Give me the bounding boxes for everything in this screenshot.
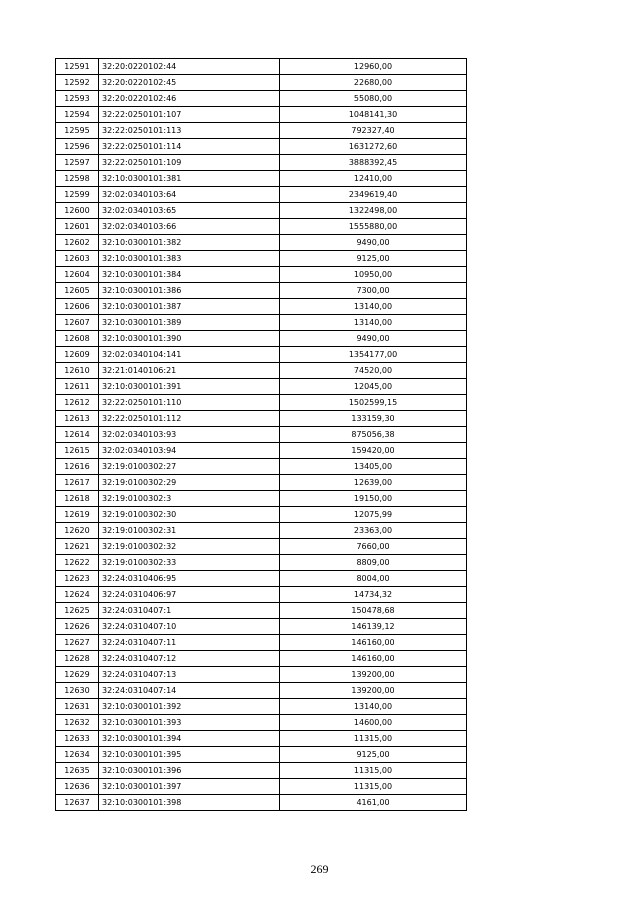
cadastral-number-cell: 32:10:0300101:387 <box>99 299 280 315</box>
table-row <box>56 347 467 363</box>
row-number-cell: 12610 <box>56 363 99 379</box>
table-row <box>56 171 467 187</box>
value-cell: 22680,00 <box>280 75 467 91</box>
cadastral-number-cell: 32:24:0310407:1 <box>99 603 280 619</box>
row-number-cell: 12612 <box>56 395 99 411</box>
cadastral-number-cell: 32:24:0310407:11 <box>99 635 280 651</box>
table-row <box>56 299 467 315</box>
cadastral-number-cell: 32:10:0300101:383 <box>99 251 280 267</box>
value-cell: 9125,00 <box>280 251 467 267</box>
table-row <box>56 91 467 107</box>
row-number-cell: 12614 <box>56 427 99 443</box>
table-row <box>56 651 467 667</box>
value-cell: 9125,00 <box>280 747 467 763</box>
row-number-cell: 12619 <box>56 507 99 523</box>
row-number-cell: 12605 <box>56 283 99 299</box>
value-cell: 13405,00 <box>280 459 467 475</box>
row-number-cell: 12624 <box>56 587 99 603</box>
cadastral-number-cell: 32:19:0100302:33 <box>99 555 280 571</box>
value-cell: 875056,38 <box>280 427 467 443</box>
cadastral-number-cell: 32:19:0100302:32 <box>99 539 280 555</box>
cadastral-number-cell: 32:24:0310407:10 <box>99 619 280 635</box>
cadastral-number-cell: 32:24:0310407:12 <box>99 651 280 667</box>
table-row <box>56 251 467 267</box>
cadastral-number-cell: 32:02:0340103:66 <box>99 219 280 235</box>
row-number-cell: 12616 <box>56 459 99 475</box>
row-number-cell: 12601 <box>56 219 99 235</box>
table-row <box>56 315 467 331</box>
table-row <box>56 779 467 795</box>
row-number-cell: 12617 <box>56 475 99 491</box>
value-cell: 139200,00 <box>280 683 467 699</box>
value-cell: 13140,00 <box>280 299 467 315</box>
table-row <box>56 267 467 283</box>
row-number-cell: 12636 <box>56 779 99 795</box>
table-row <box>56 139 467 155</box>
cadastral-number-cell: 32:24:0310407:14 <box>99 683 280 699</box>
table-row <box>56 603 467 619</box>
row-number-cell: 12607 <box>56 315 99 331</box>
value-cell: 12045,00 <box>280 379 467 395</box>
row-number-cell: 12593 <box>56 91 99 107</box>
table-row <box>56 443 467 459</box>
row-number-cell: 12594 <box>56 107 99 123</box>
cadastral-number-cell: 32:02:0340103:64 <box>99 187 280 203</box>
table-row <box>56 507 467 523</box>
table-row <box>56 747 467 763</box>
cadastral-number-cell: 32:02:0340103:93 <box>99 427 280 443</box>
row-number-cell: 12634 <box>56 747 99 763</box>
value-cell: 10950,00 <box>280 267 467 283</box>
table-row <box>56 155 467 171</box>
row-number-cell: 12621 <box>56 539 99 555</box>
cadastral-number-cell: 32:22:0250101:112 <box>99 411 280 427</box>
cadastral-number-cell: 32:19:0100302:30 <box>99 507 280 523</box>
table-row <box>56 475 467 491</box>
value-cell: 1631272,60 <box>280 139 467 155</box>
cadastral-number-cell: 32:19:0100302:31 <box>99 523 280 539</box>
cadastral-number-cell: 32:10:0300101:384 <box>99 267 280 283</box>
value-cell: 133159,30 <box>280 411 467 427</box>
value-cell: 11315,00 <box>280 763 467 779</box>
cadastral-value-table <box>55 58 467 811</box>
cadastral-number-cell: 32:20:0220102:46 <box>99 91 280 107</box>
value-cell: 4161,00 <box>280 795 467 811</box>
row-number-cell: 12626 <box>56 619 99 635</box>
table-row <box>56 107 467 123</box>
value-cell: 19150,00 <box>280 491 467 507</box>
value-cell: 146160,00 <box>280 635 467 651</box>
value-cell: 13140,00 <box>280 315 467 331</box>
value-cell: 23363,00 <box>280 523 467 539</box>
cadastral-number-cell: 32:20:0220102:44 <box>99 59 280 75</box>
table-row <box>56 395 467 411</box>
cadastral-number-cell: 32:22:0250101:114 <box>99 139 280 155</box>
row-number-cell: 12591 <box>56 59 99 75</box>
table-row <box>56 491 467 507</box>
table-row <box>56 123 467 139</box>
row-number-cell: 12609 <box>56 347 99 363</box>
cadastral-number-cell: 32:10:0300101:389 <box>99 315 280 331</box>
value-cell: 1322498,00 <box>280 203 467 219</box>
value-cell: 8809,00 <box>280 555 467 571</box>
value-cell: 11315,00 <box>280 731 467 747</box>
table-row <box>56 219 467 235</box>
cadastral-number-cell: 32:24:0310406:95 <box>99 571 280 587</box>
row-number-cell: 12603 <box>56 251 99 267</box>
table-row <box>56 363 467 379</box>
row-number-cell: 12630 <box>56 683 99 699</box>
table-row <box>56 379 467 395</box>
value-cell: 12960,00 <box>280 59 467 75</box>
table-row <box>56 203 467 219</box>
cadastral-number-cell: 32:22:0250101:109 <box>99 155 280 171</box>
value-cell: 13140,00 <box>280 699 467 715</box>
cadastral-number-cell: 32:02:0340103:65 <box>99 203 280 219</box>
table-row <box>56 427 467 443</box>
row-number-cell: 12598 <box>56 171 99 187</box>
value-cell: 2349619,40 <box>280 187 467 203</box>
value-cell: 14734,32 <box>280 587 467 603</box>
row-number-cell: 12637 <box>56 795 99 811</box>
value-cell: 1048141,30 <box>280 107 467 123</box>
cadastral-number-cell: 32:24:0310406:97 <box>99 587 280 603</box>
row-number-cell: 12597 <box>56 155 99 171</box>
row-number-cell: 12629 <box>56 667 99 683</box>
table-row <box>56 715 467 731</box>
table-row <box>56 187 467 203</box>
row-number-cell: 12618 <box>56 491 99 507</box>
table-row <box>56 587 467 603</box>
table-row <box>56 331 467 347</box>
cadastral-number-cell: 32:10:0300101:381 <box>99 171 280 187</box>
row-number-cell: 12600 <box>56 203 99 219</box>
cadastral-number-cell: 32:10:0300101:395 <box>99 747 280 763</box>
cadastral-number-cell: 32:10:0300101:392 <box>99 699 280 715</box>
row-number-cell: 12606 <box>56 299 99 315</box>
row-number-cell: 12611 <box>56 379 99 395</box>
cadastral-number-cell: 32:21:0140106:21 <box>99 363 280 379</box>
cadastral-number-cell: 32:02:0340103:94 <box>99 443 280 459</box>
value-cell: 792327,40 <box>280 123 467 139</box>
value-cell: 159420,00 <box>280 443 467 459</box>
table-row <box>56 411 467 427</box>
table-row <box>56 555 467 571</box>
table-row <box>56 635 467 651</box>
cadastral-number-cell: 32:10:0300101:390 <box>99 331 280 347</box>
row-number-cell: 12631 <box>56 699 99 715</box>
value-cell: 8004,00 <box>280 571 467 587</box>
cadastral-number-cell: 32:22:0250101:107 <box>99 107 280 123</box>
value-cell: 9490,00 <box>280 331 467 347</box>
value-cell: 146139,12 <box>280 619 467 635</box>
row-number-cell: 12613 <box>56 411 99 427</box>
row-number-cell: 12615 <box>56 443 99 459</box>
cadastral-number-cell: 32:10:0300101:393 <box>99 715 280 731</box>
table-row <box>56 283 467 299</box>
row-number-cell: 12625 <box>56 603 99 619</box>
row-number-cell: 12608 <box>56 331 99 347</box>
row-number-cell: 12622 <box>56 555 99 571</box>
value-cell: 11315,00 <box>280 779 467 795</box>
cadastral-number-cell: 32:19:0100302:3 <box>99 491 280 507</box>
row-number-cell: 12623 <box>56 571 99 587</box>
cadastral-number-cell: 32:24:0310407:13 <box>99 667 280 683</box>
row-number-cell: 12632 <box>56 715 99 731</box>
cadastral-number-cell: 32:10:0300101:394 <box>99 731 280 747</box>
value-cell: 1502599,15 <box>280 395 467 411</box>
value-cell: 146160,00 <box>280 651 467 667</box>
value-cell: 1555880,00 <box>280 219 467 235</box>
value-cell: 7300,00 <box>280 283 467 299</box>
table-row <box>56 571 467 587</box>
value-cell: 55080,00 <box>280 91 467 107</box>
value-cell: 9490,00 <box>280 235 467 251</box>
row-number-cell: 12604 <box>56 267 99 283</box>
cadastral-number-cell: 32:10:0300101:396 <box>99 763 280 779</box>
cadastral-number-cell: 32:10:0300101:382 <box>99 235 280 251</box>
table-row <box>56 763 467 779</box>
row-number-cell: 12628 <box>56 651 99 667</box>
row-number-cell: 12592 <box>56 75 99 91</box>
value-cell: 14600,00 <box>280 715 467 731</box>
row-number-cell: 12596 <box>56 139 99 155</box>
cadastral-number-cell: 32:02:0340104:141 <box>99 347 280 363</box>
table-row <box>56 731 467 747</box>
row-number-cell: 12602 <box>56 235 99 251</box>
value-cell: 7660,00 <box>280 539 467 555</box>
table-row <box>56 539 467 555</box>
row-number-cell: 12599 <box>56 187 99 203</box>
cadastral-number-cell: 32:10:0300101:391 <box>99 379 280 395</box>
cadastral-number-cell: 32:22:0250101:110 <box>99 395 280 411</box>
table-row <box>56 459 467 475</box>
table-row <box>56 235 467 251</box>
table-row <box>56 523 467 539</box>
cadastral-number-cell: 32:19:0100302:27 <box>99 459 280 475</box>
row-number-cell: 12633 <box>56 731 99 747</box>
cadastral-number-cell: 32:10:0300101:386 <box>99 283 280 299</box>
row-number-cell: 12620 <box>56 523 99 539</box>
table-row <box>56 619 467 635</box>
table-body <box>56 59 467 811</box>
value-cell: 12075,99 <box>280 507 467 523</box>
table-row <box>56 699 467 715</box>
value-cell: 150478,68 <box>280 603 467 619</box>
table-row <box>56 59 467 75</box>
row-number-cell: 12635 <box>56 763 99 779</box>
cadastral-number-cell: 32:22:0250101:113 <box>99 123 280 139</box>
table-row <box>56 667 467 683</box>
cadastral-number-cell: 32:19:0100302:29 <box>99 475 280 491</box>
value-cell: 139200,00 <box>280 667 467 683</box>
row-number-cell: 12595 <box>56 123 99 139</box>
table-row <box>56 75 467 91</box>
value-cell: 3888392,45 <box>280 155 467 171</box>
value-cell: 74520,00 <box>280 363 467 379</box>
value-cell: 12410,00 <box>280 171 467 187</box>
cadastral-number-cell: 32:10:0300101:398 <box>99 795 280 811</box>
table-row <box>56 683 467 699</box>
table-row <box>56 795 467 811</box>
cadastral-number-cell: 32:20:0220102:45 <box>99 75 280 91</box>
value-cell: 1354177,00 <box>280 347 467 363</box>
value-cell: 12639,00 <box>280 475 467 491</box>
row-number-cell: 12627 <box>56 635 99 651</box>
cadastral-number-cell: 32:10:0300101:397 <box>99 779 280 795</box>
page-number: 269 <box>310 862 329 876</box>
